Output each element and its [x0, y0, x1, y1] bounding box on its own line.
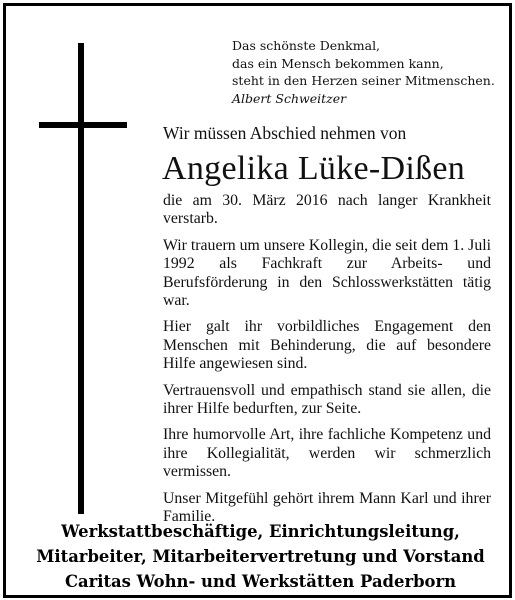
signature-block [6, 519, 515, 594]
body-paragraph: Ihre humorvolle Art, ihre fachliche Kompetenz und ihre Kollegialität, werden wir schmerzlich vermissen. [163, 426, 491, 481]
signature-line: Caritas Wohn- und Werkstätten Paderborn [64, 572, 457, 591]
obituary-notice [6, 6, 509, 595]
signature-line: Mitarbeiter, Mitarbeitervertretung und Vorstand [36, 547, 485, 566]
body-paragraph: Wir trauern um unsere Kollegin, die seit dem 1. Juli 1992 als Fachkraft zur Arbeits- und Berufsförderung in den Schlosswerkstätten tätig war. [163, 236, 491, 310]
cross-horizontal-bar [39, 122, 127, 128]
intro-line: Wir müssen Abschied nehmen von [163, 123, 407, 143]
body-paragraph: Unser Mitgefühl gehört ihrem Mann Karl und ihrer Familie. [163, 489, 491, 526]
cross-vertical-bar [78, 43, 84, 514]
body-paragraph: Hier galt ihr vorbildliches Engagement den Menschen mit Behinderung, die auf besondere Hilfe angewiesen sind. [163, 318, 491, 373]
notice-border [3, 3, 512, 598]
quote-author: Albert Schweitzer [232, 90, 347, 106]
signature-line: Werkstattbeschäftige, Einrichtungsleitung, [61, 522, 460, 541]
quote-line: Das schönste Denkmal, [232, 38, 381, 53]
deceased-name: Angelika Lüke-Dißen [162, 150, 466, 187]
quote-line: steht in den Herzen seiner Mitmenschen. [232, 73, 495, 89]
notice-body [163, 192, 491, 527]
body-paragraph: Vertrauensvoll und empathisch stand sie allen, die ihrer Hilfe bedurften, zur Seite. [163, 381, 491, 418]
body-paragraph: die am 30. März 2016 nach langer Krankheit verstarb. [163, 192, 491, 228]
quote-block [232, 37, 502, 107]
quote-line: das ein Mensch bekommen kann, [232, 55, 444, 71]
